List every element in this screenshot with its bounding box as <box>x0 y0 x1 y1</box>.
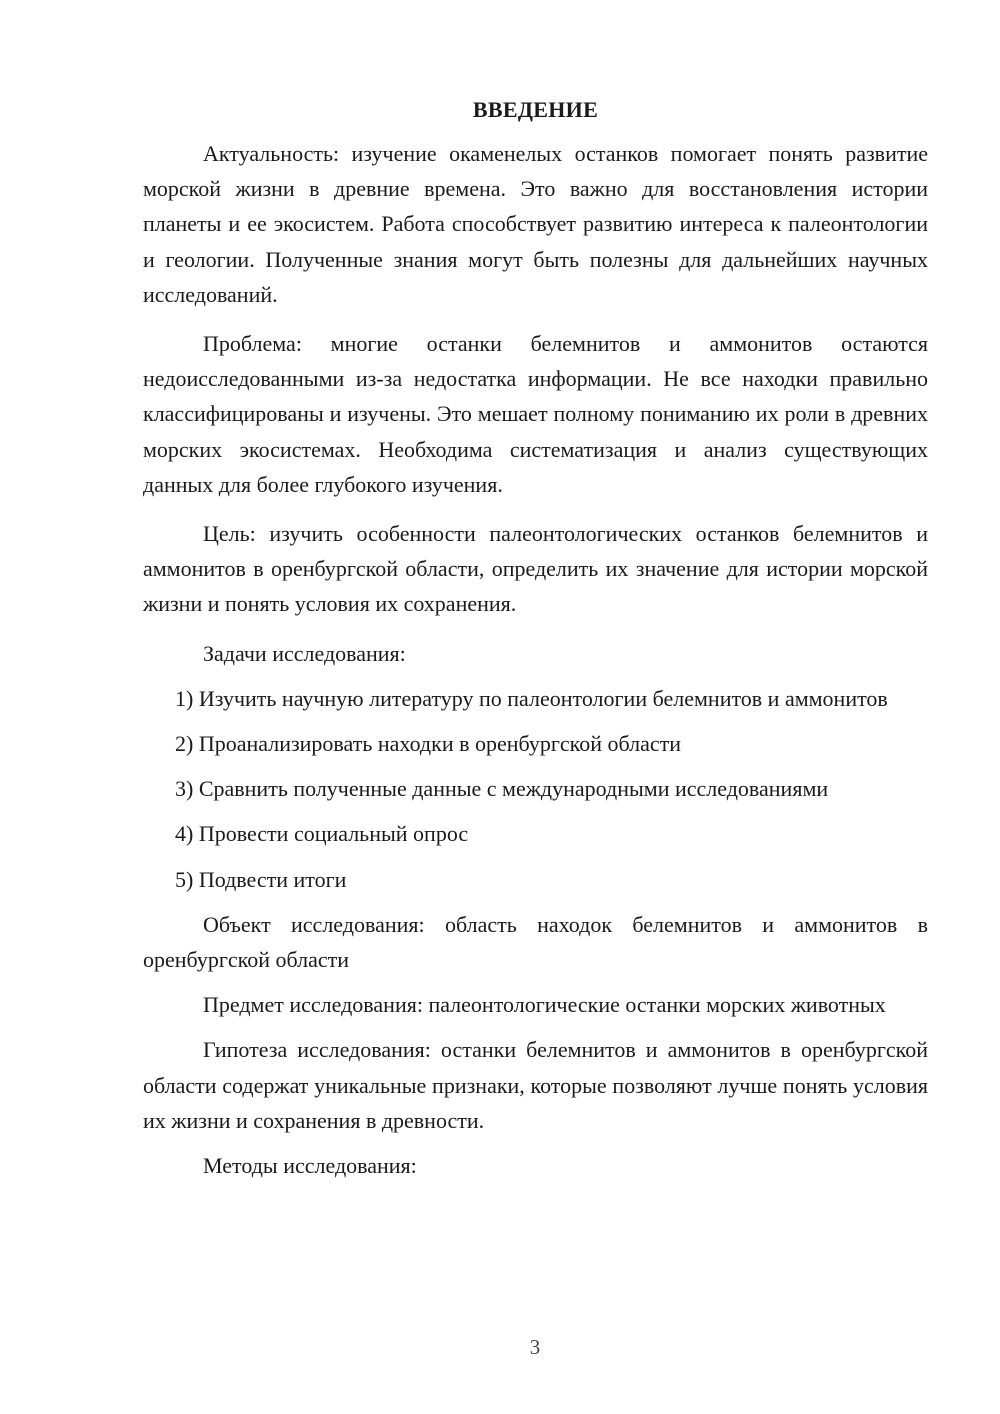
tasks-list <box>143 681 928 897</box>
document-page <box>143 90 928 1193</box>
object-paragraph: Объект исследования: область находок белемнитов и аммонитов в оренбургской области <box>143 911 928 973</box>
page-number: 3 <box>529 1335 541 1359</box>
page-title: ВВЕДЕНИЕ <box>472 97 599 122</box>
hypothesis-paragraph: Гипотеза исследования: останки белемнитов и аммонитов в оренбургской области содержат уникальные признаки, которые позволяют лучше понять условия их жизни и сохранения в древности. <box>143 1037 928 1133</box>
list-item: 3) Сравнить полученные данные с международными исследованиями <box>175 776 829 802</box>
subject-paragraph: Предмет исследования: палеонтологические останки морских животных <box>203 992 886 1018</box>
tasks-heading: Задачи исследования: <box>203 640 406 666</box>
problem-paragraph: Проблема: многие останки белемнитов и аммонитов остаются недоисследованными из-за недостатка информации. Не все находки правильно классифицированы и изучены. Это мешает полному пониманию их роли в древних морских экосистемах. Необходима систематизация и анализ существующих данных для более глубокого изучения. <box>143 331 928 497</box>
list-item: 2) Проанализировать находки в оренбургской области <box>175 731 682 757</box>
list-item: 5) Подвести итоги <box>175 866 347 892</box>
goal-paragraph: Цель: изучить особенности палеонтологических останков белемнитов и аммонитов в оренбургской области, определить их значение для истории морской жизни и понять условия их сохранения. <box>143 521 928 617</box>
list-item: 4) Провести социальный опрос <box>175 821 469 847</box>
methods-heading: Методы исследования: <box>203 1153 417 1179</box>
relevance-paragraph: Актуальность: изучение окаменелых останков помогает понять развитие морской жизни в древние времена. Это важно для восстановления истории планеты и ее экосистем. Работа способствует развитию интереса к палеонтологии и геологии. Полученные знания могут быть полезны для дальнейших научных исследований. <box>143 141 928 307</box>
list-item: 1) Изучить научную литературу по палеонтологии белемнитов и аммонитов <box>175 685 888 711</box>
